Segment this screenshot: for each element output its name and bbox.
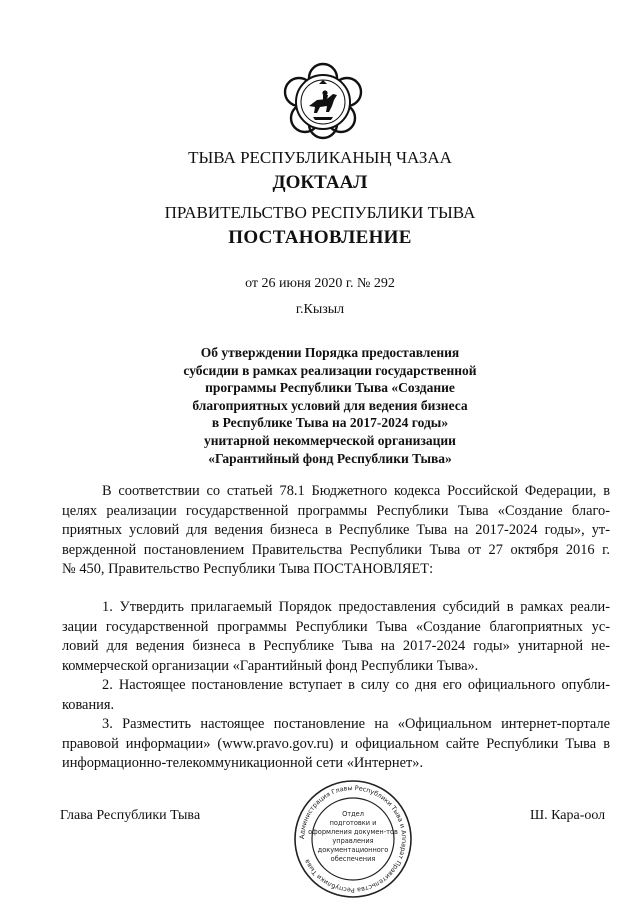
paragraph-line: ловий для ведения бизнеса в Республике Тыва на 2017-2024 годы» унитарной не- [62,638,610,655]
paragraph-line: В соответствии со статьей 78.1 Бюджетного кодекса Российской Федерации, в [102,483,610,499]
title-line: в Республике Тыва на 2017-2024 годы» [211,415,449,431]
paragraph-line: правовой информации» (www.pravo.gov.ru) и официальном сайте Республики Тыва в [62,735,610,752]
title-line: программы Республики Тыва «Создание [205,380,455,396]
paragraph-line: информационно-телекоммуникационной сети «Интернет». [62,755,424,772]
header-line-resolution: ПОСТАНОВЛЕНИЕ [228,227,412,248]
paragraph-line: кования. [62,696,115,713]
document-title [120,344,540,467]
paragraph-line: приятных условий для ведения бизнеса в Республике Тыва на 2017-2024 годы», ут- [62,522,610,539]
official-stamp [292,778,414,900]
paragraph-line: вержденной постановлением Правительства Республики Тыва от 27 октября 2016 г. [62,541,610,558]
paragraph-line: целях реализации государственной программы Республики Тыва «Создание благо- [62,502,610,519]
document-date: от 26 июня 2020 г. № 292 [245,276,395,291]
paragraph-line: 1. Утвердить прилагаемый Порядок предоставления субсидий в рамках реали- [102,599,610,615]
title-line: субсидии в рамках реализации государственной [183,362,477,378]
stamp-center-line: оформления докумен-тов [308,828,398,836]
signatory-name: Ш. Кара-оол [530,808,606,823]
title-line: Об утверждении Порядка предоставления [200,345,460,360]
document-city: г.Кызыл [295,302,345,317]
paragraph-item-3 [62,715,610,774]
paragraph-line: 2. Настоящее постановление вступает в силу со дня его официального опубли- [102,677,610,693]
stamp-center-line: обеспечения [330,855,376,863]
signatory-position: Глава Республики Тывa [60,808,201,823]
paragraph-item-1 [62,598,610,676]
stamp-center-line: управления [332,837,374,845]
header-line-tuvan-government: ТЫВА РЕСПУБЛИКАНЫҢ ЧАЗАА [188,148,452,167]
stamp-center-line: подготовки и [329,819,377,827]
stamp-ring-text: Администрация Главы Республики Тыва и Аппарат Правительства Республики Тыва [297,783,409,895]
stamp-center-line: документационного [317,846,389,854]
paragraph-preamble [62,482,610,580]
title-line: благоприятных условий для ведения бизнеса [192,397,468,413]
paragraph-line: 3. Разместить настоящее постановление на «Официальном интернет-портале [102,716,610,732]
header-line-government: ПРАВИТЕЛЬСТВО РЕСПУБЛИКИ ТЫВА [164,203,476,222]
header-line-tuvan-resolution: ДОКТААЛ [272,172,368,193]
paragraph-item-2 [62,676,610,715]
title-line: «Гарантийный фонд Республики Тыва» [208,450,452,466]
paragraph-line: коммерческой организации «Гарантийный фонд Республики Тыва». [62,657,479,674]
republic-emblem-icon [283,62,363,140]
paragraph-line: зации государственной программы Республики Тыва «Создание благоприятных ус- [62,618,610,635]
stamp-center-line: Отдел [342,810,364,818]
paragraph-line: № 450, Правительство Республики Тыва ПОСТАНОВЛЯЕТ: [62,561,434,578]
title-line: унитарной некоммерческой организации [204,432,456,448]
